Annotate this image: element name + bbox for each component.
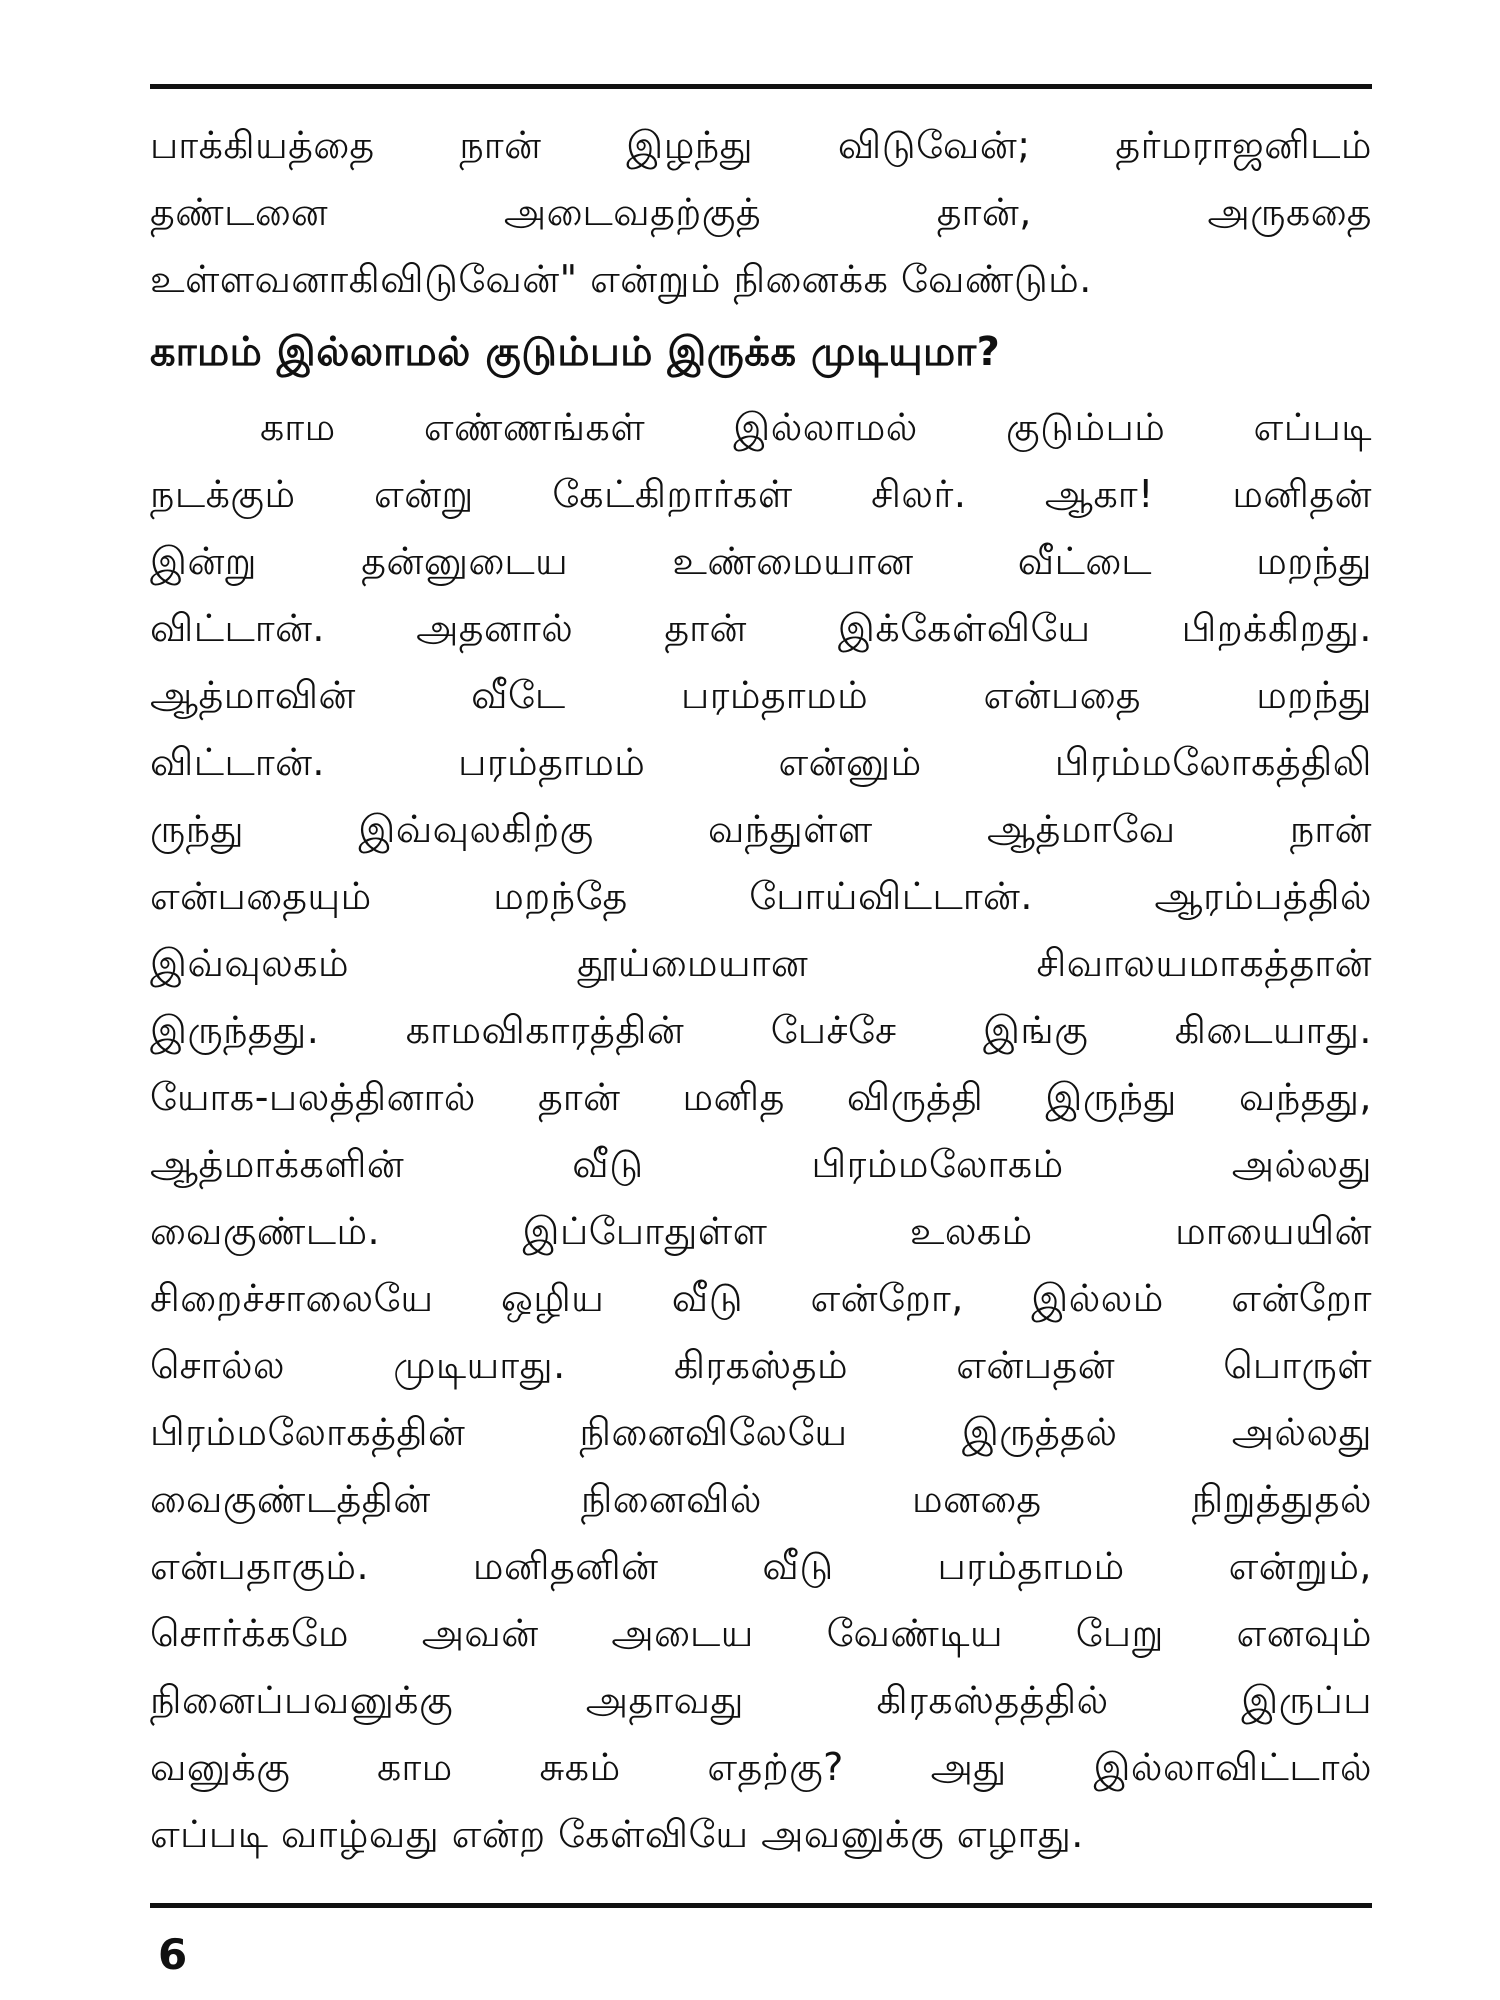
text-line: எப்படி வாழ்வது என்ற கேள்வியே அவனுக்கு எழாது. — [150, 1812, 1084, 1856]
text-line: இருந்தது. காமவிகாரத்தின் பேச்சே இங்கு கிடையாது. — [150, 1008, 1372, 1052]
text-line: ருந்து இவ்வுலகிற்கு வந்துள்ள ஆத்மாவே நான் — [150, 807, 1372, 851]
text-line: என்பதாகும். மனிதனின் வீடு பரம்தாமம் என்றும், — [150, 1544, 1372, 1588]
text-line: இவ்வுலகம் தூய்மையான சிவாலயமாகத்தான் — [150, 941, 1372, 985]
text-line: காம எண்ணங்கள் இல்லாமல் குடும்பம் எப்படி — [260, 405, 1372, 449]
text-line: ஆத்மாக்களின் வீடு பிரம்மலோகம் அல்லது — [150, 1142, 1372, 1186]
text-line: வைகுண்டம். இப்போதுள்ள உலகம் மாயையின் — [150, 1209, 1372, 1253]
top-rule — [150, 84, 1372, 89]
text-line: நடக்கும் என்று கேட்கிறார்கள் சிலர். ஆகா! மனிதன் — [150, 472, 1372, 516]
text-line: விட்டான். அதனால் தான் இக்கேள்வியே பிறக்கிறது. — [150, 606, 1372, 650]
text-line: சிறைச்சாலையே ஒழிய வீடு என்றோ, இல்லம் என்றோ — [150, 1276, 1372, 1320]
text-line: வைகுண்டத்தின் நினைவில் மனதை நிறுத்துதல் — [150, 1477, 1372, 1521]
main-paragraph — [150, 394, 1372, 1868]
text-line: பிரம்மலோகத்தின் நினைவிலேயே இருத்தல் அல்லது — [150, 1410, 1372, 1454]
text-line: இன்று தன்னுடைய உண்மையான வீட்டை மறந்து — [150, 539, 1372, 583]
text-line: என்பதையும் மறந்தே போய்விட்டான். ஆரம்பத்தில் — [150, 874, 1372, 918]
page-body — [150, 112, 1372, 1868]
bottom-rule — [150, 1903, 1372, 1908]
text-line: பாக்கியத்தை நான் இழந்து விடுவேன்; தர்மராஜனிடம் — [150, 123, 1372, 167]
text-line: சொர்க்கமே அவன் அடைய வேண்டிய பேறு எனவும் — [150, 1611, 1372, 1655]
continued-paragraph — [150, 112, 1372, 313]
text-line: சொல்ல முடியாது. கிரகஸ்தம் என்பதன் பொருள் — [150, 1343, 1372, 1387]
text-line: விட்டான். பரம்தாமம் என்னும் பிரம்மலோகத்திலி — [150, 740, 1372, 784]
text-line: வனுக்கு காம சுகம் எதற்கு? அது இல்லாவிட்டால் — [150, 1745, 1372, 1789]
page-number: 6 — [158, 1930, 188, 1979]
text-line: தண்டனை அடைவதற்குத் தான், அருகதை — [150, 190, 1372, 234]
text-line: நினைப்பவனுக்கு அதாவது கிரகஸ்தத்தில் இருப்ப — [150, 1678, 1372, 1722]
section-heading: காமம் இல்லாமல் குடும்பம் இருக்க முடியுமா? — [150, 329, 1001, 375]
text-line: உள்ளவனாகிவிடுவேன்" என்றும் நினைக்க வேண்டும். — [150, 257, 1092, 301]
text-line: ஆத்மாவின் வீடே பரம்தாமம் என்பதை மறந்து — [150, 673, 1372, 717]
text-line: யோக-பலத்தினால் தான் மனித விருத்தி இருந்து வந்தது, — [150, 1075, 1372, 1119]
